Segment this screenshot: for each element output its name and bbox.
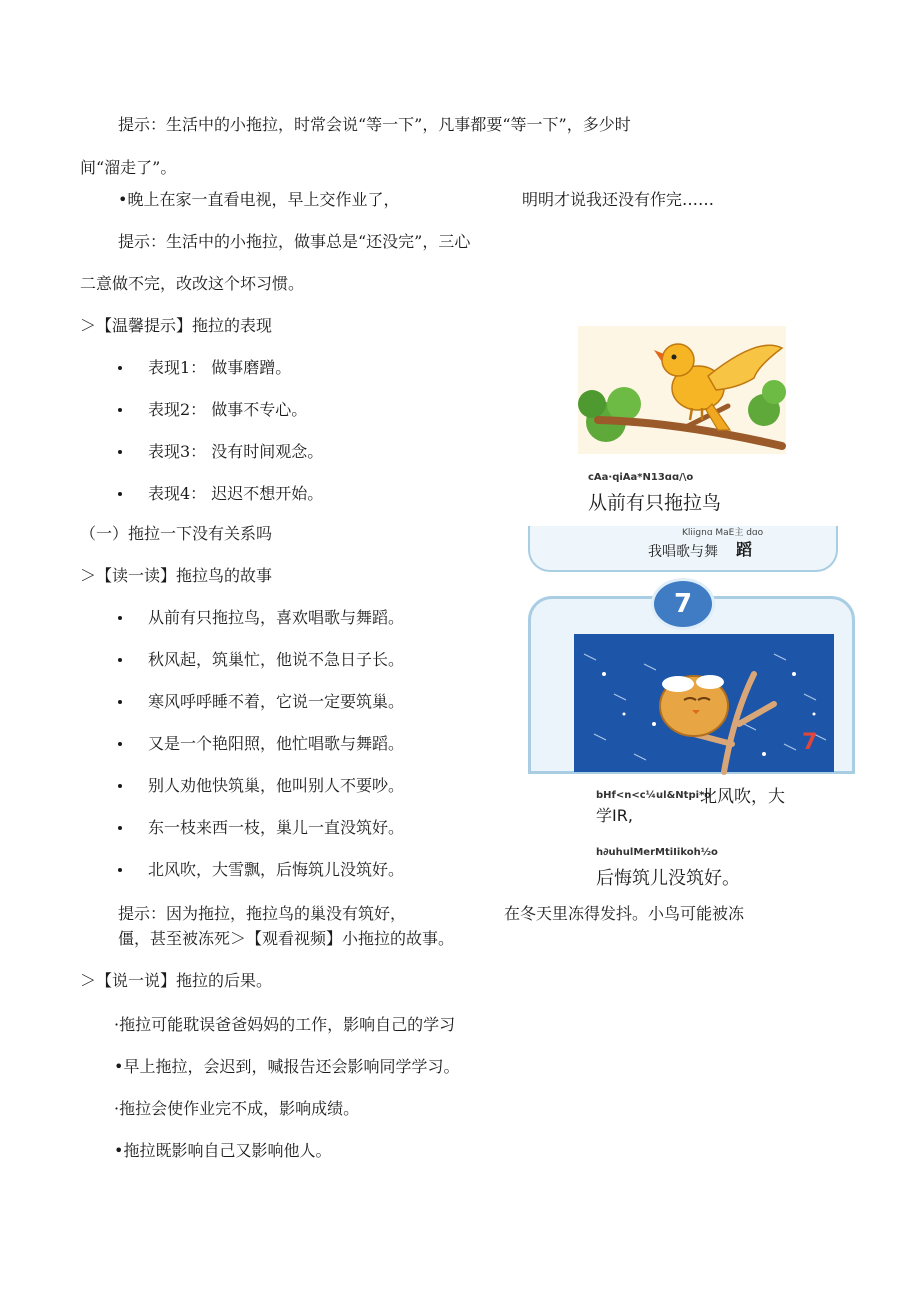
caption-2-line2: 学IR, <box>596 806 633 825</box>
story-item: 秋风起，筑巢忙，他说不急日子长。 <box>148 650 405 669</box>
consequence-item: ·拖拉可能耽误爸爸妈妈的工作，影响自己的学习 <box>114 1015 456 1034</box>
hint-3c: 僵，甚至被冻死＞【观看视频】小拖拉的故事。 <box>118 929 455 948</box>
caption-2-pinyin: bHf<n<c¼ul&Ntpi*o <box>596 790 712 801</box>
caption-1-pinyin: cAa·qiAa*N13ɑɑ/\o <box>588 472 694 483</box>
bird-in-snow-icon <box>574 634 834 772</box>
story-item: 寒风呼呼睡不着，它说一定要筑巢。 <box>148 692 405 711</box>
tips-item: 表现1： 做事磨蹭。 <box>148 358 292 377</box>
bullet-icon <box>118 658 122 662</box>
bullet-icon <box>118 492 122 496</box>
card-text: 我唱歌与舞 <box>648 544 718 560</box>
hint-3b: 在冬天里冻得发抖。小鸟可能被冻 <box>504 904 745 923</box>
section-read-heading: ＞【读一读】拖拉鸟的故事 <box>80 566 273 585</box>
caption-1-text: 从前有只拖拉鸟 <box>588 492 722 514</box>
story-card-top <box>528 526 838 572</box>
hint-1b: 间“溜走了”。 <box>80 158 177 177</box>
hint-2a: 提示：生活中的小拖拉，做事总是“还没完”，三心 <box>118 232 471 251</box>
bullet-icon <box>118 868 122 872</box>
example-2b: 明明才说我还没有作完…… <box>522 190 715 209</box>
bird-illustration <box>578 326 786 454</box>
caption-3-text: 后悔筑儿没筑好。 <box>596 868 740 889</box>
caption-3-pinyin: h∂uhulMerMtiIikoh½o <box>596 847 718 858</box>
bullet-icon <box>118 366 122 370</box>
winter-illustration <box>574 634 834 772</box>
section-tips-heading: ＞【温馨提示】拖拉的表现 <box>80 316 273 335</box>
story-item: 又是一个艳阳照，他忙唱歌与舞蹈。 <box>148 734 405 753</box>
bullet-icon <box>118 784 122 788</box>
bullet-icon <box>118 450 122 454</box>
example-2a: •晚上在家一直看电视，早上交作业了， <box>118 190 400 209</box>
bullet-icon <box>118 826 122 830</box>
card-pinyin: Kliignɑ MaE主 dɑo <box>682 528 764 538</box>
tips-item: 表现3： 没有时间观念。 <box>148 442 324 461</box>
consequence-item: •拖拉既影响自己又影响他人。 <box>114 1141 332 1160</box>
section-say-heading: ＞【说一说】拖拉的后果。 <box>80 971 273 990</box>
bird-on-branch-icon <box>578 326 786 454</box>
bullet-icon <box>118 742 122 746</box>
bullet-icon <box>118 408 122 412</box>
story-item: 别人劝他快筑巢，他叫别人不要吵。 <box>148 776 405 795</box>
caption-2-text: 北风吹，大 <box>700 787 785 807</box>
tips-item: 表现4： 迟迟不想开始。 <box>148 484 324 503</box>
hint-2b: 二意做不完，改改这个坏习惯。 <box>80 274 305 293</box>
story-item: 北风吹，大雪飘，后悔筑儿没筑好。 <box>148 860 405 879</box>
section-one-heading: （一）拖拉一下没有关系吗 <box>80 524 273 543</box>
bullet-icon <box>118 616 122 620</box>
story-item: 东一枝来西一枝，巢儿一直没筑好。 <box>148 818 405 837</box>
consequence-item: •早上拖拉，会迟到，喊报告还会影响同学学习。 <box>114 1057 460 1076</box>
card-text-2: 蹈 <box>736 540 753 559</box>
hint-1a: 提示：生活中的小拖拉，时常会说“等一下”，凡事都要“等一下”，多少时 <box>118 115 631 134</box>
hint-3a: 提示：因为拖拉，拖拉鸟的巢没有筑好， <box>118 904 407 923</box>
tips-item: 表现2： 做事不专心。 <box>148 400 308 419</box>
page-number-badge: 7 <box>651 578 715 630</box>
page-number-red: 7 <box>802 730 818 755</box>
bullet-icon <box>118 700 122 704</box>
story-item: 从前有只拖拉鸟，喜欢唱歌与舞蹈。 <box>148 608 405 627</box>
consequence-item: ·拖拉会使作业完不成，影响成绩。 <box>114 1099 360 1118</box>
